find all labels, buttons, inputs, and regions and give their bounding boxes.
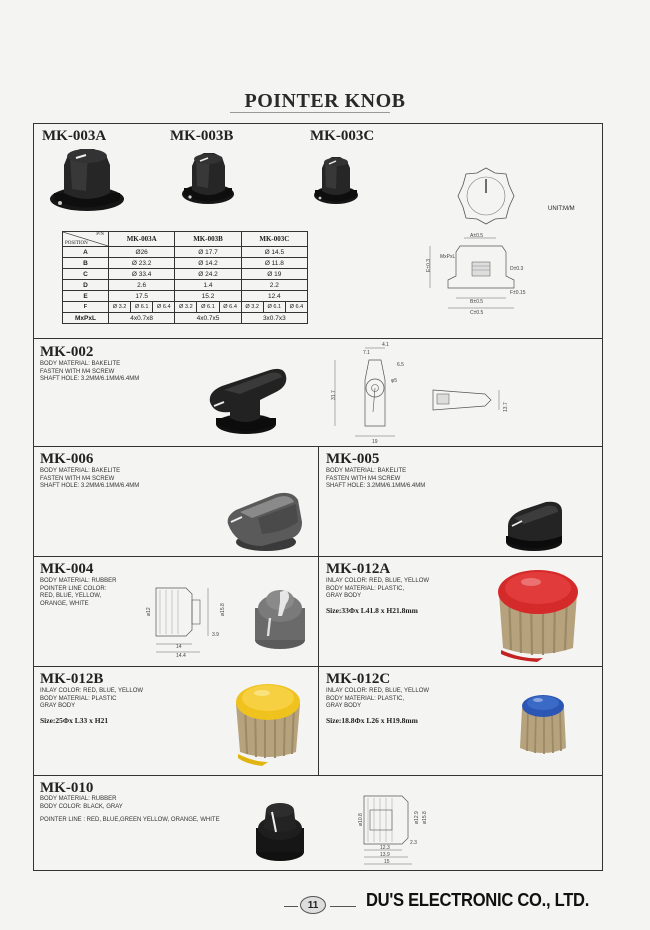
desc-line: INLAY COLOR: RED, BLUE, YELLOW [326,578,430,584]
table-cell: Ø26 [109,247,175,258]
mk010-dim-3: ø15.8 [422,811,428,824]
row-label: E [63,291,109,302]
column-divider [318,446,319,775]
table-header-col: MK-003B [175,232,241,247]
desc-line: INLAY COLOR: RED, BLUE, YELLOW [40,688,144,694]
model-mk012b-label: MK-012B [40,671,104,687]
table-cell: 4x0.7x5 [175,313,241,324]
divider-row-5 [33,775,603,776]
mk010-dim-5: 12.3 [380,845,390,851]
model-mk005-label: MK-005 [326,451,380,467]
knob-mk003c-image [312,153,360,207]
knob-mk003b-image [180,148,236,208]
desc-line: BODY MATERIAL: BAKELITE [326,468,407,474]
dim-f-label: F±0.15 [510,290,526,296]
mk002-dim-4: φ5 [391,378,398,384]
model-mk004-label: MK-004 [40,561,94,577]
table-cell: Ø 6.1 [263,302,285,313]
table-cell: Ø 3.2 [241,302,263,313]
knob-mk004-image [252,582,308,652]
mk004-dim-2: ø15.8 [220,603,226,616]
mk002-dim-5: 31.7 [331,390,337,400]
table-cell: Ø 6.4 [285,302,307,313]
desc-line: POINTER LINE COLOR: [40,585,107,592]
desc-line: BODY MATERIAL: BAKELITE [40,468,121,474]
table-cell: Ø 17.7 [175,247,241,258]
knob-mk006-image [222,488,306,554]
desc-line: POINTER LINE : RED, BLUE,GREEN YELLOW, ORANGE, WHITE [40,817,220,824]
table-cell: Ø 14.2 [175,258,241,269]
title-rule [230,112,390,113]
desc-line: FASTEN WITH M4 SCREW [40,475,115,482]
table-cell: Ø 6.4 [153,302,175,313]
dim-a-label: A±0.5 [470,233,484,239]
table-cell: 2.6 [109,280,175,291]
table-cell: Ø 6.1 [131,302,153,313]
company-name: DU'S ELECTRONIC CO., LTD. [366,890,590,910]
table-row [63,269,308,280]
dim-e-label: E±0.3 [426,258,432,272]
dim-b-label: B±0.5 [470,299,484,305]
table-row [63,247,308,258]
row-label: MxPxL [63,313,109,324]
table-cell: Ø 11.8 [241,258,307,269]
mk010-dim-6: 13.9 [380,852,390,858]
corner-pn-label: P/N [96,232,104,237]
mk010-dim-4: 2.3 [410,840,417,846]
table-row [63,302,308,313]
table-cell: Ø 33.4 [109,269,175,280]
footer-rule-left [284,906,298,907]
desc-line: BODY MATERIAL: RUBBER [40,796,117,802]
table-row [63,280,308,291]
mk002-dim-7: 13.7 [503,402,509,412]
mk004-dim-3: 3.9 [212,632,219,638]
table-cell: Ø 6.4 [219,302,241,313]
row-label: F [63,302,109,313]
knob-mk012c-image [516,690,570,760]
footer-rule-right [330,906,356,907]
desc-line: SHAFT HOLE: 3.2MM/6.1MM/6.4MM [40,376,140,383]
mk004-description [40,578,116,608]
mk012b-description [40,688,143,711]
mk010-dim-2: ø12.9 [414,811,420,824]
desc-line: SHAFT HOLE: 3.2MM/6.1MM/6.4MM [40,483,140,490]
mk003-side-view-drawing [412,232,542,318]
dim-m-label: MxPxL [440,254,456,260]
mk006-description [40,468,139,491]
table-cell: 2.2 [241,280,307,291]
mk004-dimension-drawing [138,580,238,658]
row-label: C [63,269,109,280]
model-mk012a-label: MK-012A [326,561,391,577]
knob-mk002-image [200,362,292,438]
table-header-col: MK-003C [241,232,307,247]
table-cell: 12.4 [241,291,307,302]
table-cell: 15.2 [175,291,241,302]
mk002-dim-2: 7.1 [363,350,370,356]
mk010-dim-7: 15 [384,859,390,865]
mk012b-size: Size:25Φx L33 x H21 [40,716,109,725]
table-header-col: MK-003A [109,232,175,247]
mk010-dimension-drawing [350,788,434,868]
mk010-description [40,796,220,825]
desc-line: BODY MATERIAL: PLASTIC, [326,695,405,702]
table-cell: 1.4 [175,280,241,291]
model-mk006-label: MK-006 [40,451,94,467]
mk002-dim-1: 4.1 [382,342,389,348]
desc-line: BODY MATERIAL: PLASTIC, [326,585,405,592]
desc-line: FASTEN WITH M4 SCREW [40,368,115,375]
mk005-description [326,468,425,491]
desc-line: GRAY BODY [326,703,362,710]
desc-line: BODY MATERIAL: BAKELITE [40,361,121,367]
dim-d-label: D±0.3 [510,266,524,272]
mk012c-size: Size:18.8Φx L26 x H19.8mm [326,716,418,725]
desc-line: ORANGE, WHITE [40,600,89,607]
table-row [63,291,308,302]
desc-line: RED, BLUE, YELLOW, [40,593,102,600]
row-label: D [63,280,109,291]
desc-line: FASTEN WITH M4 SCREW [326,475,401,482]
table-cell: Ø 24.2 [175,269,241,280]
desc-line: BODY MATERIAL: PLASTIC [40,695,117,702]
row-label: B [63,258,109,269]
unit-label: UNIT:M/M [548,206,575,212]
table-corner-cell [63,232,109,247]
table-cell: Ø 14.5 [241,247,307,258]
page-number: 11 [300,896,326,914]
knob-mk012b-image [232,678,304,766]
knob-mk012a-image [493,564,583,664]
desc-line: GRAY BODY [40,703,76,710]
knob-mk005-image [500,496,568,554]
mk012a-size: Size:33Φx L41.8 x H21.8mm [326,606,418,615]
mk002-dim-6: 19 [372,439,378,444]
page-title: POINTER KNOB [244,90,406,112]
knob-mk003a-image [48,143,126,215]
model-mk003b-label: MK-003B [170,128,234,144]
mk012c-description [326,688,429,711]
mk012a-description [326,578,429,601]
mk010-dim-1: ø10.8 [358,813,364,826]
model-mk012c-label: MK-012C [326,671,391,687]
mk003-top-view-drawing [455,165,517,227]
dim-c-label: C±0.5 [470,310,484,316]
mk004-dim-5: 14.4 [176,653,186,658]
mk002-dimension-drawing [325,340,515,444]
table-cell: 17.5 [109,291,175,302]
table-header-row [63,232,308,247]
table-row [63,313,308,324]
mk004-dim-4: 14 [176,644,182,650]
desc-line: INLAY COLOR: RED, BLUE, YELLOW [326,688,430,694]
knob-mk010-image [252,798,308,864]
table-row [63,258,308,269]
divider-row-1 [33,338,603,339]
table-cell: Ø 3.2 [175,302,197,313]
mk002-description [40,361,139,384]
model-mk003a-label: MK-003A [42,128,107,144]
model-mk010-label: MK-010 [40,780,94,796]
mk003-spec-table [62,231,308,324]
model-mk002-label: MK-002 [40,344,94,360]
mk002-dim-3: 6.5 [397,362,404,368]
corner-position-label: POSITION [65,241,88,246]
row-label: A [63,247,109,258]
table-cell: Ø 19 [241,269,307,280]
table-cell: Ø 23.2 [109,258,175,269]
mk004-dim-1: ø12 [146,607,152,616]
table-cell: 3x0.7x3 [241,313,307,324]
desc-line: BODY COLOR: BLACK, GRAY [40,803,123,810]
table-cell: Ø 3.2 [109,302,131,313]
desc-line: GRAY BODY [326,593,362,600]
model-mk003c-label: MK-003C [310,128,375,144]
desc-line: BODY MATERIAL: RUBBER [40,578,117,584]
desc-line: SHAFT HOLE: 3.2MM/6.1MM/6.4MM [326,483,426,490]
table-cell: 4x0.7x8 [109,313,175,324]
table-cell: Ø 6.1 [197,302,219,313]
